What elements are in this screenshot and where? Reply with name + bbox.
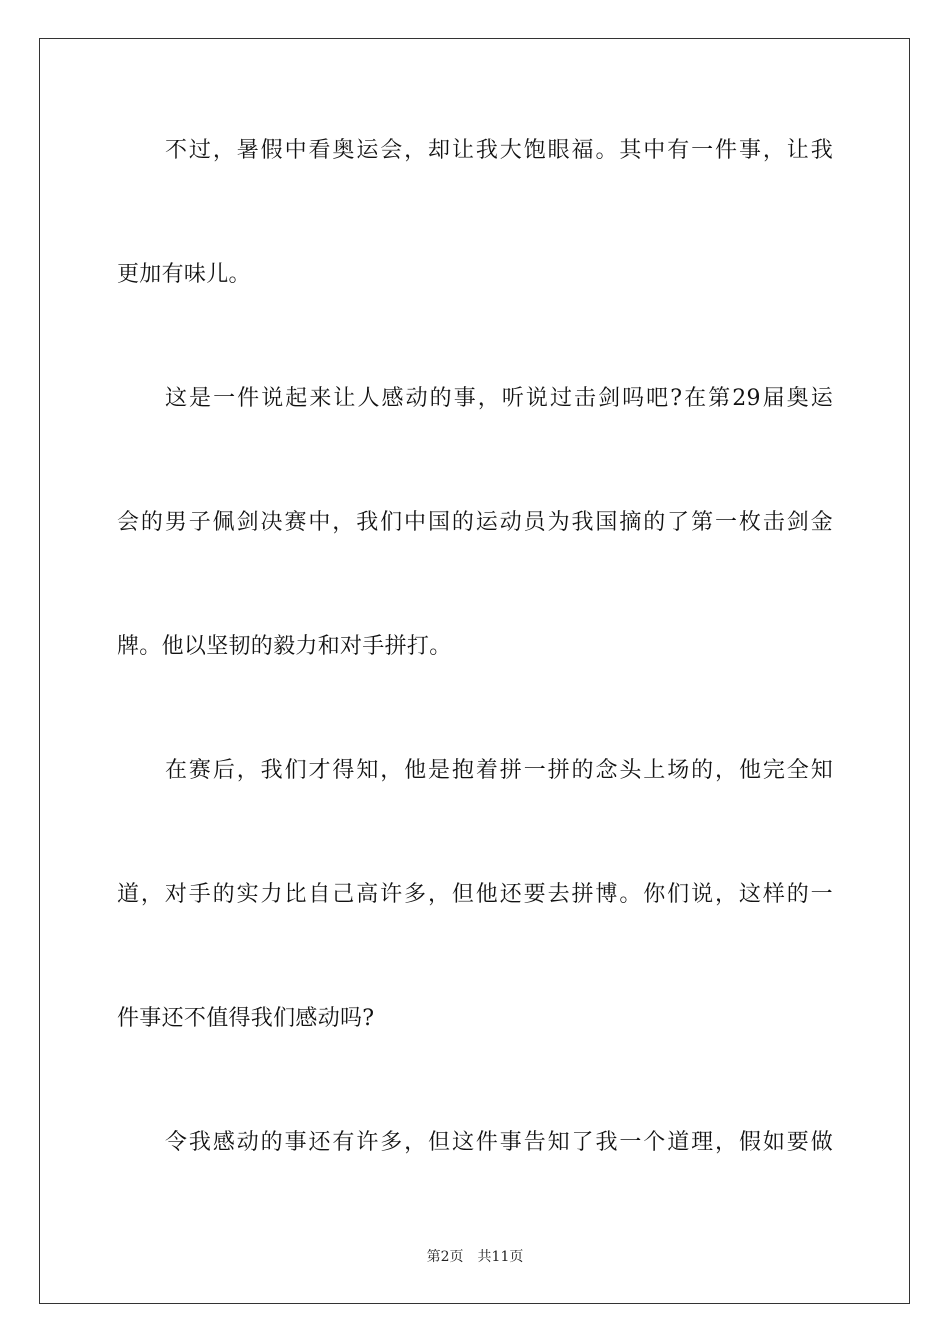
page-number: 第2页: [426, 1249, 464, 1265]
paragraph-1-line-2: 更加有味儿。: [117, 262, 251, 287]
paragraph-2-line-2: 会的男子佩剑决赛中，我们中国的运动员为我国摘的了第一枚击剑金: [117, 510, 833, 535]
paragraph-2-line-3: 牌。他以坚韧的毅力和对手拼打。: [117, 634, 452, 659]
page-footer: [0, 1248, 950, 1266]
page-total: 共11页: [477, 1249, 524, 1265]
paragraph-3-line-2: 道，对手的实力比自己高许多，但他还要去拼博。你们说，这样的一: [117, 882, 833, 907]
page-border: [39, 38, 910, 1304]
paragraph-3-line-1: 在赛后，我们才得知，他是抱着拼一拼的念头上场的，他完全知: [165, 758, 833, 783]
paragraph-2-line-1: 这是一件说起来让人感动的事，听说过击剑吗吧?在第29届奥运: [165, 386, 833, 411]
paragraph-4-line-1: 令我感动的事还有许多，但这件事告知了我一个道理，假如要做: [165, 1130, 833, 1155]
paragraph-1-line-1: 不过，暑假中看奥运会，却让我大饱眼福。其中有一件事，让我: [165, 138, 833, 163]
paragraph-3-line-3: 件事还不值得我们感动吗?: [117, 1006, 375, 1031]
